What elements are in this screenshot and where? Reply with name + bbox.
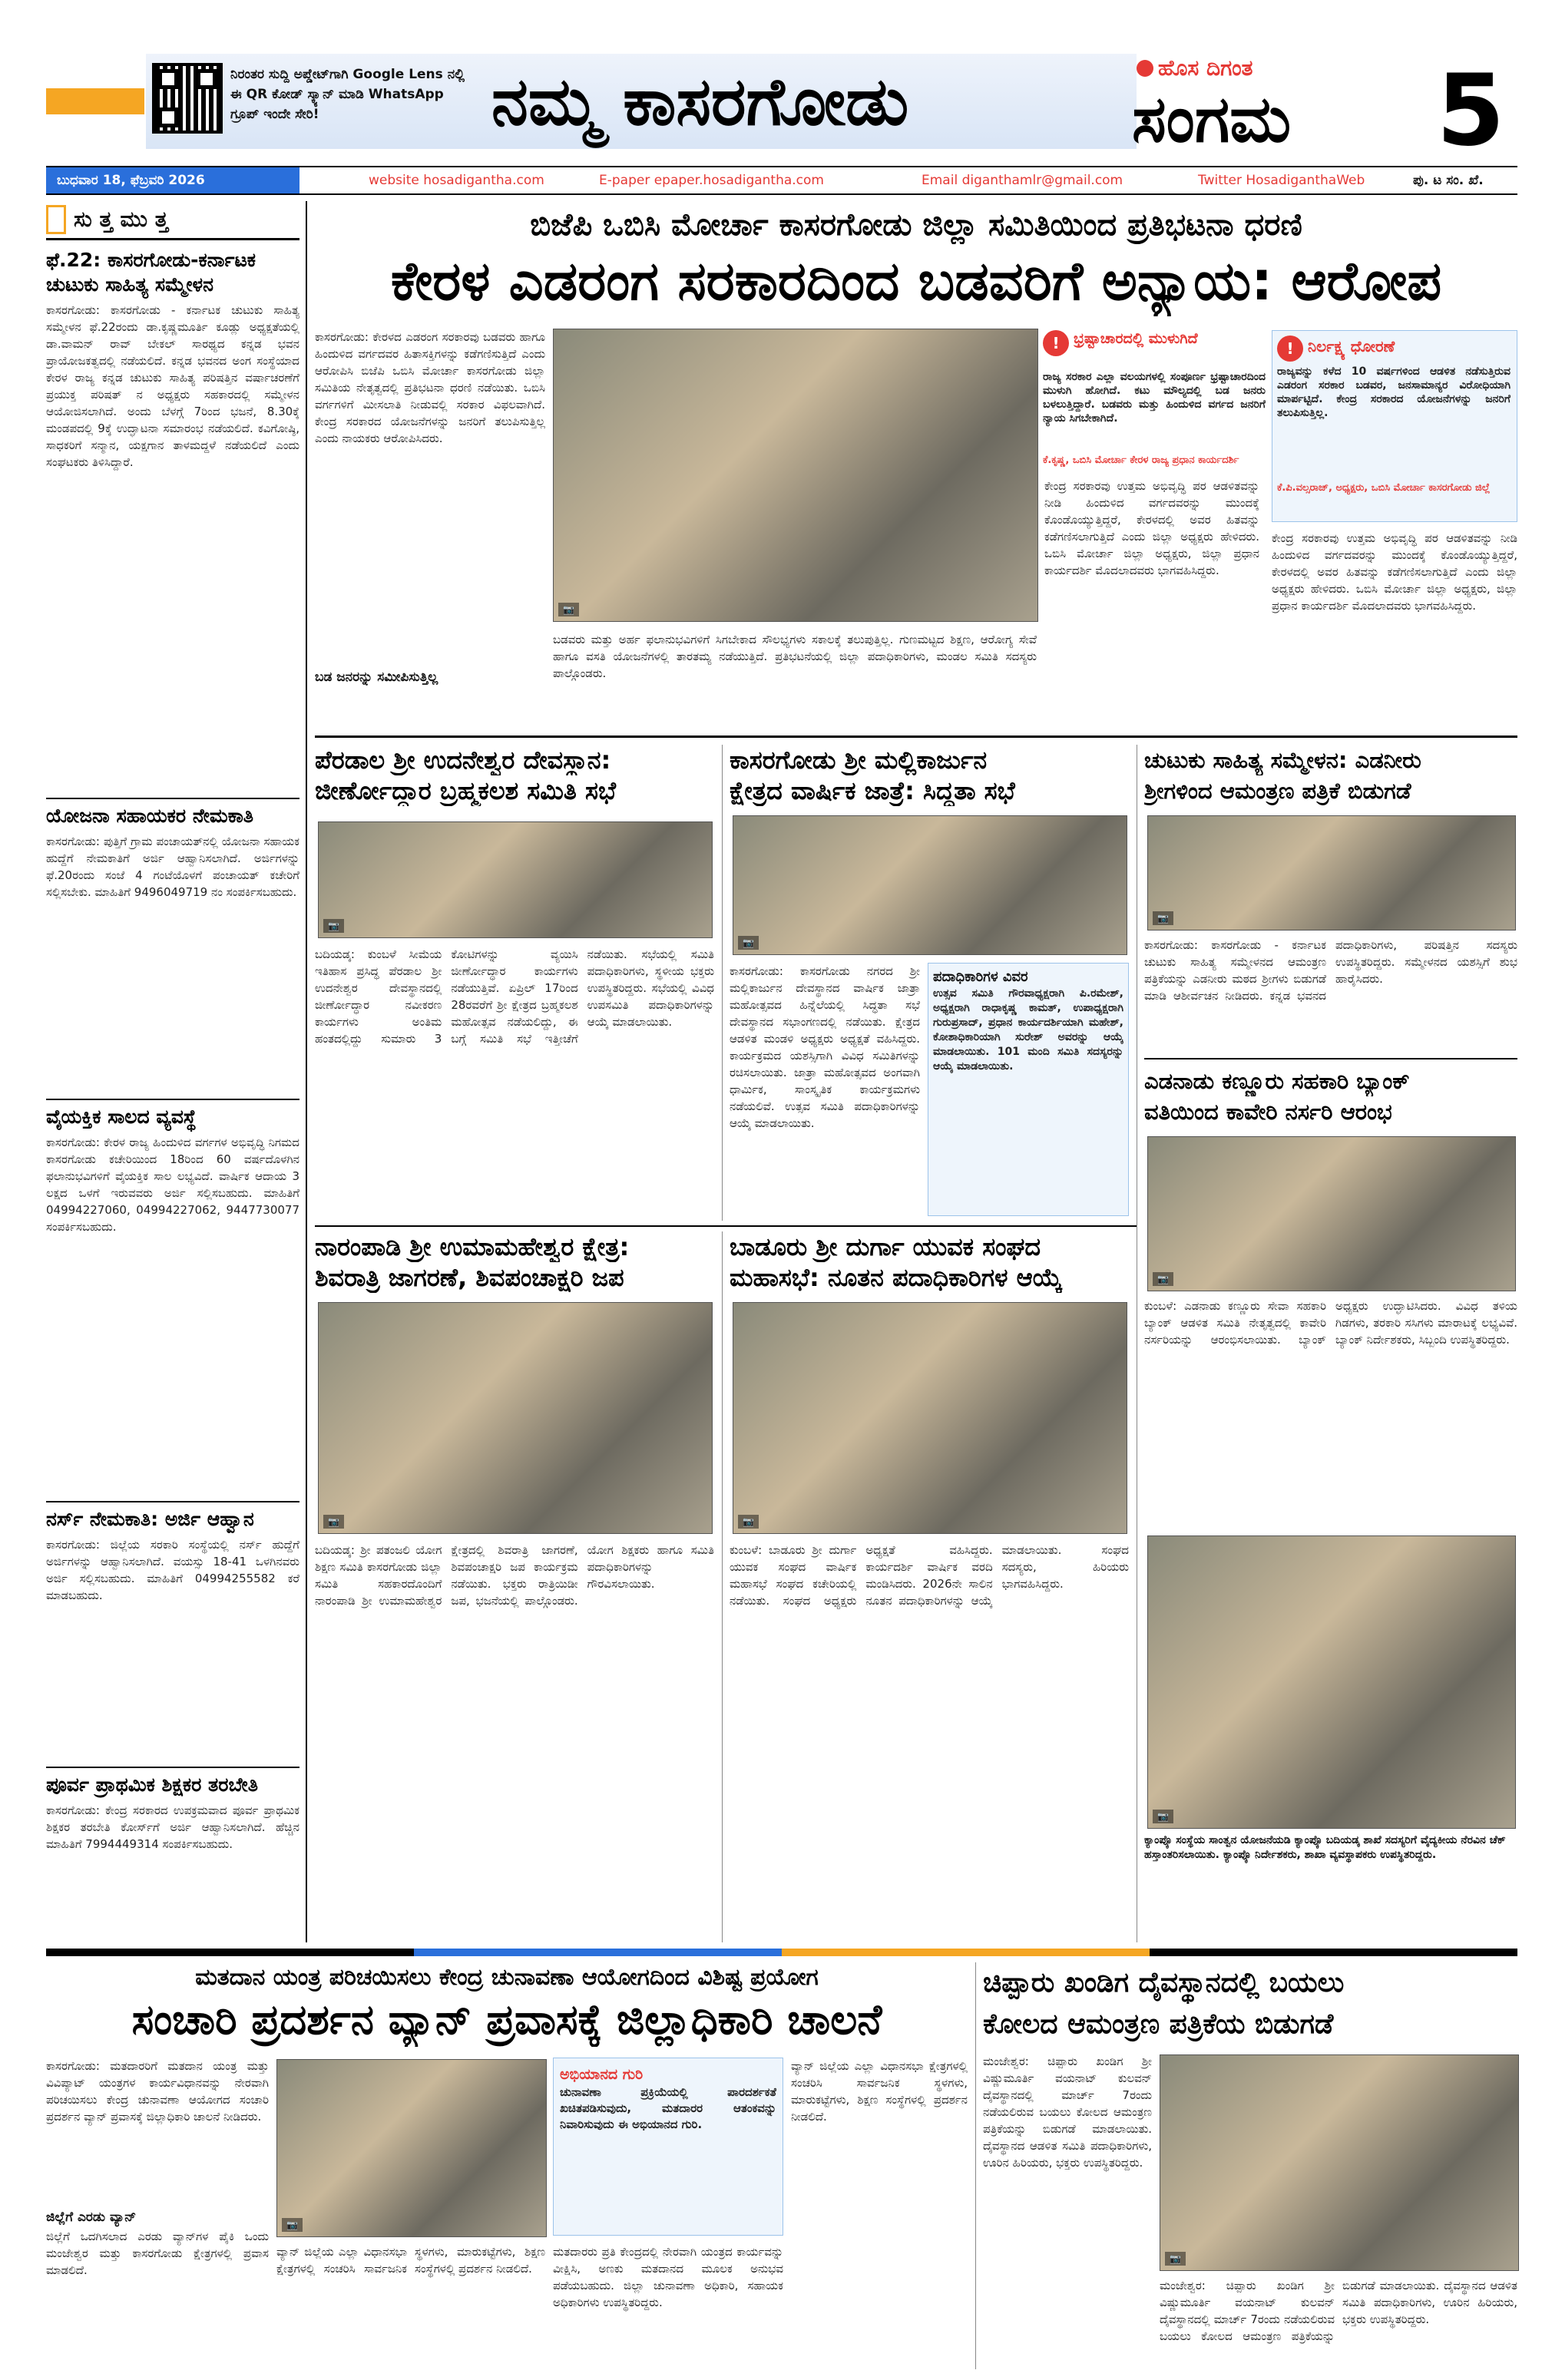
story-c-divider	[1144, 1058, 1517, 1059]
box-title: ನಿರ್ಲಕ್ಷ್ಯ ಧೋರಣೆ	[1308, 337, 1395, 355]
camera-icon: 📷	[558, 603, 579, 616]
box-title: ಭ್ರಷ್ಟಾಚಾರದಲ್ಲಿ ಮುಳುಗಿದೆ	[1074, 330, 1198, 347]
bottom-divider	[975, 1962, 976, 2369]
story-chutuku	[1144, 745, 1517, 1052]
camera-icon: 📷	[1165, 2252, 1186, 2266]
box-text: ಚುನಾವಣಾ ಪ್ರಕ್ರಿಯೆಯಲ್ಲಿ ಪಾರದರ್ಶಕತೆ ಖಚಿತಪಡಿಸುವುದು, ಮತದಾರರ ಆತಂಕವನ್ನು ನಿವಾರಿಸುವುದು ಈ ಅಭಿಯಾನದ ಗುರಿ.	[560, 2085, 776, 2131]
masthead-title: ನಮ್ಮ ಕಾಸರಗೋಡು	[491, 64, 909, 140]
lead-divider	[315, 735, 1517, 738]
story-body: ಕಾಸರಗೋಡು: ಕಾಸರಗೋಡು - ಕರ್ನಾಟಕ ಚುಟುಕು ಸಾಹಿತ್ಯ ಸಮ್ಮೇಳನದ ಆಮಂತ್ರಣ ಪತ್ರಿಕೆಯನ್ನು ಎಡನೀರು ಮಠದ ಶ್ರೀಗಳು ಬಿಡುಗಡೆ ಮಾಡಿ ಆಶೀರ್ವಚನ ನೀಡಿದರು. ಕನ್ನಡ ಭವನದ ಪದಾಧಿಕಾರಿಗಳು, ಪರಿಷತ್ತಿನ ಸದಸ್ಯರು ಉಪಸ್ಥಿತರಿದ್ದರು. ಸಮ್ಮೇಳನದ ಯಶಸ್ಸಿಗೆ ಶುಭ ಹಾರೈಸಿದರು.	[1144, 938, 1517, 1003]
alert-icon: !	[1277, 336, 1303, 362]
story-headline: ಶಿವರಾತ್ರಿ ಜಾಗರಣೆ, ಶಿವಪಂಚಾಕ್ಷರಿ ಜಪ	[315, 1263, 624, 1292]
lead-kicker: ಬಿಜೆಪಿ ಒಬಿಸಿ ಮೋರ್ಚಾ ಕಾಸರಗೋಡು ಜಿಲ್ಲಾ ಸಮಿತಿಯಿಂದ ಪ್ರತಿಭಟನಾ ಧರಣಿ	[530, 207, 1302, 243]
story-headline: ಕ್ಷೇತ್ರದ ವಾರ್ಷಿಕ ಜಾತ್ರೆ: ಸಿದ್ಧತಾ ಸಭೆ	[730, 776, 1015, 805]
officials-box	[928, 963, 1129, 1216]
story-photo	[733, 815, 1127, 955]
story-perdala	[315, 745, 714, 1221]
story-baduru	[730, 1231, 1129, 1942]
row3-divider	[315, 1225, 1137, 1227]
story-mallikarjuna	[730, 745, 1129, 1221]
story-headline: ಜೀರ್ಣೋದ್ಧಾರ ಬ್ರಹ್ಮಕಲಶ ಸಮಿತಿ ಸಭೆ	[315, 776, 617, 805]
sidebar-item	[46, 248, 299, 790]
qr-instructions: ನಿರಂತರ ಸುದ್ದಿ ಅಪ್ಡೇಟ್‌ಗಾಗಿ Google Lens ನಲ್ಲಿ ಈ QR ಕೋಡ್ ಸ್ಕ್ಯಾನ್ ಮಾಡಿ WhatsApp ಗ್ರೂಪ್ ಇಂದೇ ಸೇರಿ!	[230, 67, 465, 122]
sidebar-item-title: ನರ್ಸ್ ನೇಮಕಾತಿ: ಅರ್ಜಿ ಆಹ್ವಾನ	[46, 1508, 254, 1530]
story-subhead: ಜಿಲ್ಲೆಗೆ ಎರಡು ವ್ಯಾನ್	[46, 2210, 137, 2225]
story-body: ಕಾಸರಗೋಡು: ಕಾಸರಗೋಡು ನಗರದ ಶ್ರೀ ಮಲ್ಲಿಕಾರ್ಜುನ ದೇವಸ್ಥಾನದ ವಾರ್ಷಿಕ ಜಾತ್ರಾ ಮಹೋತ್ಸವದ ಹಿನ್ನೆಲೆಯಲ್ಲಿ ಸಿದ್ಧತಾ ಸಭೆ ದೇವಸ್ಥಾನದ ಸಭಾಂಗಣದಲ್ಲಿ ನಡೆಯಿತು. ಕ್ಷೇತ್ರದ ಆಡಳಿತ ಮಂಡಳಿ ಅಧ್ಯಕ್ಷರು ಅಧ್ಯಕ್ಷತೆ ವಹಿಸಿದ್ದರು. ಕಾರ್ಯಕ್ರಮದ ಯಶಸ್ಸಿಗಾಗಿ ವಿವಿಧ ಸಮಿತಿಗಳನ್ನು ರಚಿಸಲಾಯಿತು. ಜಾತ್ರಾ ಮಹೋತ್ಸವದ ಅಂಗವಾಗಿ ಧಾರ್ಮಿಕ, ಸಾಂಸ್ಕೃತಿಕ ಕಾರ್ಯಕ್ರಮಗಳು ನಡೆಯಲಿವೆ. ಉತ್ಸವ ಸಮಿತಿ ಪದಾಧಿಕಾರಿಗಳನ್ನು ಆಯ್ಕೆ ಮಾಡಲಾಯಿತು.	[730, 964, 920, 1130]
section-color-bar	[46, 1949, 1517, 1956]
camera-icon: 📷	[1153, 1810, 1173, 1823]
camera-icon: 📷	[323, 1515, 344, 1529]
box-text: ರಾಜ್ಯ ಸರಕಾರ ಎಲ್ಲಾ ವಲಯಗಳಲ್ಲಿ ಸಂಪೂರ್ಣ ಭ್ರಷ್ಟಾಚಾರದಿಂದ ಮುಳುಗಿ ಹೋಗಿದೆ. ಕಟು ಮೌಲ್ಯದಲ್ಲಿ ಬಡ ಜನರು ಬಳಲುತ್ತಿದ್ದಾರೆ. ಬಡವರು ಮತ್ತು ಹಿಂದುಳಿದ ವರ್ಗದ ಜನರಿಗೆ ನ್ಯಾಯ ಸಿಗಬೇಕಾಗಿದೆ.	[1043, 371, 1266, 425]
story-body: ವ್ಯಾನ್ ಜಿಲ್ಲೆಯ ಎಲ್ಲಾ ವಿಧಾನಸಭಾ ಕ್ಷೇತ್ರಗಳಲ್ಲಿ ಸಂಚರಿಸಿ ಸಾರ್ವಜನಿಕ ಸ್ಥಳಗಳು, ಮಾರುಕಟ್ಟೆಗಳು, ಶಿಕ್ಷಣ ಸಂಸ್ಥೆಗಳಲ್ಲಿ ಪ್ರದರ್ಶನ ನೀಡಲಿದೆ.	[791, 2059, 968, 2124]
story-evm-van	[46, 1962, 968, 2369]
lead-body-1: ಕಾಸರಗೋಡು: ಕೇರಳದ ಎಡರಂಗ ಸರಕಾರವು ಬಡವರು ಹಾಗೂ ಹಿಂದುಳಿದ ವರ್ಗದವರ ಹಿತಾಸಕ್ತಿಗಳನ್ನು ಕಡೆಗಣಿಸುತ್ತಿದೆ ಎಂದು ಆರೋಪಿಸಿ ಬಿಜೆಪಿ ಒಬಿಸಿ ಮೋರ್ಚಾ ಕಾಸರಗೋಡು ಜಿಲ್ಲಾ ಸಮಿತಿಯ ನೇತೃತ್ವದಲ್ಲಿ ಪ್ರತಿಭಟನಾ ಧರಣಿ ನಡೆಯಿತು. ಒಬಿಸಿ ವರ್ಗಗಳಿಗೆ ಮೀಸಲಾತಿ ನೀಡುವಲ್ಲಿ ಸರಕಾರ ವಿಫಲವಾಗಿದೆ. ಕೇಂದ್ರ ಸರಕಾರದ ಯೋಜನೆಗಳನ್ನು ಜನರಿಗೆ ತಲುಪಿಸುತ್ತಿಲ್ಲ ಎಂದು ನಾಯಕರು ಆರೋಪಿಸಿದರು.	[315, 330, 545, 445]
story-headline: ಪೆರಡಾಲ ಶ್ರೀ ಉದನೇಶ್ವರ ದೇವಸ್ಥಾನ:	[315, 745, 611, 775]
qr-code[interactable]	[152, 63, 223, 134]
brand-icon	[1137, 60, 1153, 77]
lead-body-4: ಕೇಂದ್ರ ಸರಕಾರವು ಉತ್ತಮ ಅಭಿವೃದ್ಧಿ ಪರ ಆಡಳಿತವನ್ನು ನೀಡಿ ಹಿಂದುಳಿದ ವರ್ಗದವರನ್ನು ಮುಂದಕ್ಕೆ ಕೊಂಡೊಯ್ಯುತ್ತಿದ್ದರೆ, ಕೇರಳದಲ್ಲಿ ಅವರ ಹಿತವನ್ನು ಕಡೆಗಣಿಸಲಾಗುತ್ತಿದೆ ಎಂದು ಜಿಲ್ಲಾ ಅಧ್ಯಕ್ಷರು ಹೇಳಿದರು. ಒಬಿಸಿ ಮೋರ್ಚಾ ಜಿಲ್ಲಾ ಅಧ್ಯಕ್ಷರು, ಜಿಲ್ಲಾ ಪ್ರಧಾನ ಕಾರ್ಯದರ್ಶಿ ಮೊದಲಾದವರು ಭಾಗವಹಿಸಿದ್ದರು.	[1272, 531, 1517, 613]
door-icon	[46, 205, 66, 234]
story-photo	[1147, 815, 1516, 931]
story-headline: ವತಿಯಿಂದ ಕಾವೇರಿ ನರ್ಸರಿ ಆರಂಭ	[1144, 1099, 1392, 1125]
sidebar-item-title: ಯೋಜನಾ ಸಹಾಯಕರ ನೇಮಕಾತಿ	[46, 805, 254, 827]
story-headline: ಎಡನಾಡು ಕಣ್ಣೂರು ಸಹಕಾರಿ ಬ್ಯಾಂಕ್	[1144, 1068, 1410, 1094]
sidebar-item-body: ಕಾಸರಗೋಡು: ಜಿಲ್ಲೆಯ ಸರಕಾರಿ ಸಂಸ್ಥೆಯಲ್ಲಿ ನರ್ಸ್ ಹುದ್ದೆಗೆ ಅರ್ಜಿಗಳನ್ನು ಆಹ್ವಾನಿಸಲಾಗಿದೆ. ವಯಸ್ಸು 18-41 ಒಳಗಿನವರು ಅರ್ಜಿ ಸಲ್ಲಿಸಬಹುದು. ಮಾಹಿತಿಗೆ 04994255582 ಕರೆ ಮಾಡಬಹುದು.	[46, 1538, 299, 1602]
story-body: ಕುಂಬಳೆ: ಬಾಡೂರು ಶ್ರೀ ದುರ್ಗಾ ಯುವಕ ಸಂಘದ ವಾರ್ಷಿಕ ಮಹಾಸಭೆ ಸಂಘದ ಕಚೇರಿಯಲ್ಲಿ ನಡೆಯಿತು. ಸಂಘದ ಅಧ್ಯಕ್ಷರು ಅಧ್ಯಕ್ಷತೆ ವಹಿಸಿದ್ದರು. ಕಾರ್ಯದರ್ಶಿ ವಾರ್ಷಿಕ ವರದಿ ಮಂಡಿಸಿದರು. 2026ನೇ ಸಾಲಿನ ನೂತನ ಪದಾಧಿಕಾರಿಗಳನ್ನು ಆಯ್ಕೆ ಮಾಡಲಾಯಿತು. ಸಂಘದ ಸದಸ್ಯರು, ಹಿರಿಯರು ಭಾಗವಹಿಸಿದ್ದರು.	[730, 1543, 1129, 1608]
box-signature: ಕೆ.ಕೃಷ್ಣ, ಒಬಿಸಿ ಮೋರ್ಚಾ ಕೇರಳ ರಾಜ್ಯ ಪ್ರಧಾನ ಕಾರ್ಯದರ್ಶಿ	[1043, 455, 1239, 466]
story-body: ಕುಂಬಳೆ: ಎಡನಾಡು ಕಣ್ಣೂರು ಸೇವಾ ಸಹಕಾರಿ ಬ್ಯಾಂಕ್ ಆಡಳಿತ ಸಮಿತಿ ನೇತೃತ್ವದಲ್ಲಿ ಕಾವೇರಿ ನರ್ಸರಿಯನ್ನು ಆರಂಭಿಸಲಾಯಿತು. ಬ್ಯಾಂಕ್ ಅಧ್ಯಕ್ಷರು ಉದ್ಘಾಟಿಸಿದರು. ವಿವಿಧ ತಳಿಯ ಗಿಡಗಳು, ತರಕಾರಿ ಸಸಿಗಳು ಮಾರಾಟಕ್ಕೆ ಲಭ್ಯವಿವೆ. ಬ್ಯಾಂಕ್ ನಿರ್ದೇಶಕರು, ಸಿಬ್ಬಂದಿ ಉಪಸ್ಥಿತರಿದ್ದರು.	[1144, 1299, 1517, 1347]
story-headline: ಶ್ರೀಗಳಿಂದ ಆಮಂತ್ರಣ ಪತ್ರಿಕೆ ಬಿಡುಗಡೆ	[1144, 778, 1411, 804]
page-number: 5	[1436, 54, 1505, 168]
brand-name: ಹೊಸ ದಿಗಂತ	[1158, 55, 1253, 81]
story-photo	[318, 1302, 713, 1534]
epaper-link[interactable]: E-paper epaper.hosadigantha.com	[599, 173, 824, 188]
box-title: ಪದಾಧಿಕಾರಿಗಳ ವಿವರ	[933, 969, 1028, 985]
story-narampady	[315, 1231, 714, 1942]
campaign-box	[553, 2058, 783, 2236]
edition-label: ಪು. ಟ ಸಂ. ಖೆ.	[1413, 173, 1484, 188]
story-body: ಮತದಾರರು ಪ್ರತಿ ಕೇಂದ್ರದಲ್ಲಿ ನೇರವಾಗಿ ಯಂತ್ರದ ಕಾರ್ಯವನ್ನು ವೀಕ್ಷಿಸಿ, ಅಣಕು ಮತದಾನದ ಮೂಲಕ ಅನುಭವ ಪಡೆಯಬಹುದು. ಜಿಲ್ಲಾ ಚುನಾವಣಾ ಅಧಿಕಾರಿ, ಸಹಾಯಕ ಅಧಿಕಾರಿಗಳು ಉಪಸ್ಥಿತರಿದ್ದರು.	[553, 2245, 783, 2309]
sidebar-item-body: ಕಾಸರಗೋಡು: ಪುತ್ತಿಗೆ ಗ್ರಾಮ ಪಂಚಾಯತ್‌ನಲ್ಲಿ ಯೋಜನಾ ಸಹಾಯಕ ಹುದ್ದೆಗೆ ನೇಮಕಾತಿಗೆ ಅರ್ಜಿ ಆಹ್ವಾನಿಸಲಾಗಿದೆ. ಅರ್ಜಿಗಳನ್ನು ಫೆ.20ರಂದು ಸಂಜೆ 4 ಗಂಟೆಯೊಳಗೆ ಪಂಚಾಯತ್ ಕಚೇರಿಗೆ ಸಲ್ಲಿಸಬೇಕು. ಮಾಹಿತಿಗೆ 9496049719 ನಂ ಸಂಪರ್ಕಿಸಬಹುದು.	[46, 835, 299, 899]
sidebar-item	[46, 1501, 299, 1759]
sidebar-item-title: ಫೆ.22: ಕಾಸರಗೋಡು-ಕರ್ನಾಟಕ ಚುಟುಕು ಸಾಹಿತ್ಯ ಸಮ್ಮೇಳನ	[46, 249, 256, 296]
sidebar-item-body: ಕಾಸರಗೋಡು: ಕೇಂದ್ರ ಸರಕಾರದ ಉಪಕ್ರಮವಾದ ಪೂರ್ವ ಪ್ರಾಥಮಿಕ ಶಿಕ್ಷಕರ ತರಬೇತಿ ಕೋರ್ಸ್‌ಗೆ ಅರ್ಜಿ ಆಹ್ವಾನಿಸಲಾಗಿದೆ. ಹೆಚ್ಚಿನ ಮಾಹಿತಿಗೆ 7994449314 ಸಂಪರ್ಕಿಸಬಹುದು.	[46, 1803, 299, 1851]
box-title: ಅಭಿಯಾನದ ಗುರಿ	[560, 2066, 644, 2083]
story-headline: ಮಹಾಸಭೆ: ನೂತನ ಪದಾಧಿಕಾರಿಗಳ ಆಯ್ಕೆ	[730, 1263, 1063, 1292]
issue-date: ಬುಧವಾರ 18, ಫೆಬ್ರವರಿ 2026	[46, 167, 299, 193]
sidebar-label	[46, 201, 299, 240]
email-link[interactable]: Email diganthamlr@gmail.com	[922, 173, 1123, 188]
supplement-title: ಸಂಗಮ	[1132, 81, 1292, 157]
story-photo	[318, 821, 713, 938]
story-headline: ಚುಟುಕು ಸಾಹಿತ್ಯ ಸಮ್ಮೇಳನ: ಎಡನೀರು	[1144, 747, 1421, 773]
story-photo	[1147, 1136, 1516, 1291]
sidebar-divider	[306, 201, 307, 1942]
lead-body-2: ಬಡವರು ಮತ್ತು ಅರ್ಹ ಫಲಾನುಭವಿಗಳಿಗೆ ಸಿಗಬೇಕಾದ ಸೌಲಭ್ಯಗಳು ಸಕಾಲಕ್ಕೆ ತಲುಪುತ್ತಿಲ್ಲ. ಗುಣಮಟ್ಟದ ಶಿಕ್ಷಣ, ಆರೋಗ್ಯ ಸೇವೆ ಹಾಗೂ ವಸತಿ ಯೋಜನೆಗಳಲ್ಲಿ ತಾರತಮ್ಯ ನಡೆಯುತ್ತಿದೆ. ಪ್ರತಿಭಟನೆಯಲ್ಲಿ ಜಿಲ್ಲಾ ಪದಾಧಿಕಾರಿಗಳು, ಮಂಡಲ ಸಮಿತಿ ಸದಸ್ಯರು ಪಾಲ್ಗೊಂಡರು.	[553, 633, 1037, 680]
story-nursery	[1144, 1066, 1517, 1941]
lead-body-3: ಕೇಂದ್ರ ಸರಕಾರವು ಉತ್ತಮ ಅಭಿವೃದ್ಧಿ ಪರ ಆಡಳಿತವನ್ನು ನೀಡಿ ಹಿಂದುಳಿದ ವರ್ಗದವರನ್ನು ಮುಂದಕ್ಕೆ ಕೊಂಡೊಯ್ಯುತ್ತಿದ್ದರೆ, ಕೇರಳದಲ್ಲಿ ಅವರ ಹಿತವನ್ನು ಕಡೆಗಣಿಸಲಾಗುತ್ತಿದೆ ಎಂದು ಜಿಲ್ಲಾ ಅಧ್ಯಕ್ಷರು ಹೇಳಿದರು. ಒಬಿಸಿ ಮೋರ್ಚಾ ಜಿಲ್ಲಾ ಅಧ್ಯಕ್ಷರು, ಜಿಲ್ಲಾ ಪ್ರಧಾನ ಕಾರ್ಯದರ್ಶಿ ಮೊದಲಾದವರು ಭಾಗವಹಿಸಿದ್ದರು.	[1044, 479, 1259, 577]
story-headline: ಕಾಸರಗೋಡು ಶ್ರೀ ಮಲ್ಲಿಕಾರ್ಜುನ	[730, 745, 988, 775]
sidebar	[46, 201, 299, 1942]
lead-box-corruption	[1043, 330, 1266, 473]
camera-icon: 📷	[738, 1515, 759, 1529]
camera-icon: 📷	[323, 919, 344, 933]
box-signature: ಕೆ.ಪಿ.ವಲ್ಸರಾಜ್, ಅಧ್ಯಕ್ಷರು, ಒಬಿಸಿ ಮೋರ್ಚಾ ಕಾಸರಗೋಡು ಜಿಲ್ಲೆ	[1277, 482, 1491, 494]
sidebar-item-body: ಕಾಸರಗೋಡು: ಕೇರಳ ರಾಜ್ಯ ಹಿಂದುಳಿದ ವರ್ಗಗಳ ಅಭಿವೃದ್ಧಿ ನಿಗಮದ ಕಾಸರಗೋಡು ಕಚೇರಿಯಿಂದ 18ರಿಂದ 60 ವರ್ಷದೊಳಗಿನ ಫಲಾನುಭವಿಗಳಿಗೆ ವೈಯಕ್ತಿಕ ಸಾಲ ಲಭ್ಯವಿದೆ. ವಾರ್ಷಿಕ ಆದಾಯ 3 ಲಕ್ಷದ ಒಳಗೆ ಇರುವವರು ಅರ್ಜಿ ಸಲ್ಲಿಸಬಹುದು. ಮಾಹಿತಿಗೆ 04994227060, 04994227062, 9447730077 ಸಂಪರ್ಕಿಸಬಹುದು.	[46, 1135, 299, 1234]
sidebar-item-title: ವೈಯಕ್ತಿಕ ಸಾಲದ ವ್ಯವಸ್ಥೆ	[46, 1106, 197, 1128]
masthead	[0, 0, 1542, 168]
box-text: ರಾಜ್ಯವನ್ನು ಕಳೆದ 10 ವರ್ಷಗಳಿಂದ ಆಡಳಿತ ನಡೆಸುತ್ತಿರುವ ಎಡರಂಗ ಸರಕಾರ ಬಡವರ, ಜನಸಾಮಾನ್ಯರ ವಿರೋಧಿಯಾಗಿ ಮಾರ್ಪಟ್ಟಿದೆ. ಕೇಂದ್ರ ಸರಕಾರದ ಯೋಜನೆಗಳನ್ನು ಜನರಿಗೆ ತಲುಪಿಸುತ್ತಿಲ್ಲ.	[1277, 365, 1511, 419]
story-body: ಕಾಸರಗೋಡು: ಮತದಾರರಿಗೆ ಮತದಾನ ಯಂತ್ರ ಮತ್ತು ವಿವಿಪ್ಯಾಟ್ ಯಂತ್ರಗಳ ಕಾರ್ಯವಿಧಾನವನ್ನು ನೇರವಾಗಿ ಪರಿಚಯಿಸಲು ಕೇಂದ್ರ ಚುನಾವಣಾ ಆಯೋಗದ ಸಂಚಾರಿ ಪ್ರದರ್ಶನ ವ್ಯಾನ್ ಪ್ರವಾಸಕ್ಕೆ ಜಿಲ್ಲಾಧಿಕಾರಿ ಚಾಲನೆ ನೀಡಿದರು.	[46, 2059, 269, 2124]
camera-icon: 📷	[738, 936, 759, 950]
photo-caption: ಕ್ಯಾಂಪ್ಕೊ ಸಂಸ್ಥೆಯ ಸಾಂತ್ವನ ಯೋಜನೆಯಡಿ ಕ್ಯಾಂಪ್ಕೊ ಬದಿಯಡ್ಕ ಶಾಖೆ ಸದಸ್ಯರಿಗೆ ವೈದ್ಯಕೀಯ ನೆರವಿನ ಚೆಕ್ ಹಸ್ತಾಂತರಿಸಲಾಯಿತು. ಕ್ಯಾಂಪ್ಕೊ ನಿರ್ದೇಶಕರು, ಶಾಖಾ ವ್ಯವಸ್ಥಾಪಕರು ಉಪಸ್ಥಿತರಿದ್ದರು.	[1144, 1834, 1506, 1861]
camera-icon: 📷	[1153, 1272, 1173, 1286]
camera-icon: 📷	[282, 2218, 303, 2232]
story-body: ಬದಿಯಡ್ಕ: ಕುಂಬಳೆ ಸೀಮೆಯ ಇತಿಹಾಸ ಪ್ರಸಿದ್ಧ ಪೆರಡಾಲ ಶ್ರೀ ಉದನೇಶ್ವರ ದೇವಸ್ಥಾನದಲ್ಲಿ ಜೀರ್ಣೋದ್ಧಾರ ನವೀಕರಣ ಕಾರ್ಯಗಳು ಅಂತಿಮ ಹಂತದಲ್ಲಿದ್ದು ಸುಮಾರು 3 ಕೋಟಿಗಳನ್ನು ವ್ಯಯಿಸಿ ಜೀರ್ಣೋದ್ಧಾರ ಕಾರ್ಯಗಳು ನಡೆಯುತ್ತಿವೆ. ಏಪ್ರಿಲ್ 17ರಿಂದ 28ರವರೆಗೆ ಶ್ರೀ ಕ್ಷೇತ್ರದ ಬ್ರಹ್ಮಕಲಶ ಮಹೋತ್ಸವ ನಡೆಯಲಿದ್ದು, ಈ ಬಗ್ಗೆ ಸಮಿತಿ ಸಭೆ ಇತ್ತೀಚೆಗೆ ನಡೆಯಿತು. ಸಭೆಯಲ್ಲಿ ಸಮಿತಿ ಪದಾಧಿಕಾರಿಗಳು, ಸ್ಥಳೀಯ ಭಕ್ತರು ಉಪಸ್ಥಿತರಿದ್ದರು. ಸಭೆಯಲ್ಲಿ ವಿವಿಧ ಉಪಸಮಿತಿ ಪದಾಧಿಕಾರಿಗಳನ್ನು ಆಯ್ಕೆ ಮಾಡಲಾಯಿತು.	[315, 947, 714, 1046]
twitter-link[interactable]: Twitter HosadiganthaWeb	[1198, 173, 1365, 188]
sidebar-label-text: ಸು ತ್ತ ಮು ತ್ತ	[74, 207, 168, 232]
story-headline: ಕೋಲದ ಆಮಂತ್ರಣ ಪತ್ರಿಕೆಯ ಬಿಡುಗಡೆ	[983, 2008, 1334, 2040]
cheque-photo	[1147, 1535, 1516, 1829]
story-body: ಮಂಜೇಶ್ವರ: ಚಿಪ್ಪಾರು ಖಂಡಿಗ ಶ್ರೀ ವಿಷ್ಣುಮೂರ್ತಿ ವಯನಾಟ್ ಕುಲವನ್ ದೈವಸ್ಥಾನದಲ್ಲಿ ಮಾರ್ಚ್ 7ರಂದು ನಡೆಯಲಿರುವ ಬಯಲು ಕೋಲದ ಆಮಂತ್ರಣ ಪತ್ರಿಕೆಯನ್ನು ಬಿಡುಗಡೆ ಮಾಡಲಾಯಿತು. ದೈವಸ್ಥಾನದ ಆಡಳಿತ ಸಮಿತಿ ಪದಾಧಿಕಾರಿಗಳು, ಊರಿನ ಹಿರಿಯರು, ಭಕ್ತರು ಉಪಸ್ಥಿತರಿದ್ದರು.	[1160, 2279, 1517, 2343]
story-chippar	[983, 1962, 1517, 2369]
story-kicker: ಮತದಾನ ಯಂತ್ರ ಪರಿಚಯಿಸಲು ಕೇಂದ್ರ ಚುನಾವಣಾ ಆಯೋಗದಿಂದ ವಿಶಿಷ್ಟ ಪ್ರಯೋಗ	[195, 1964, 819, 1991]
alert-icon: !	[1043, 330, 1069, 356]
info-bar	[46, 166, 1517, 195]
box-text: ಉತ್ಸವ ಸಮಿತಿ ಗೌರವಾಧ್ಯಕ್ಷರಾಗಿ ಪಿ.ರಮೇಶ್, ಅಧ್ಯಕ್ಷರಾಗಿ ರಾಧಾಕೃಷ್ಣ ಕಾಮತ್, ಉಪಾಧ್ಯಕ್ಷರಾಗಿ ಗುರುಪ್ರಸಾದ್, ಪ್ರಧಾನ ಕಾರ್ಯದರ್ಶಿಯಾಗಿ ಮಹೇಶ್, ಕೋಶಾಧಿಕಾರಿಯಾಗಿ ಸುರೇಶ್ ಅವರನ್ನು ಆಯ್ಕೆ ಮಾಡಲಾಯಿತು. 101 ಮಂದಿ ಸಮಿತಿ ಸದಸ್ಯರನ್ನು ಆಯ್ಕೆ ಮಾಡಲಾಯಿತು.	[933, 987, 1123, 1073]
sidebar-item	[46, 1099, 299, 1493]
lead-box-neglect	[1272, 330, 1517, 522]
lead-subhead: ಬಡ ಜನರನ್ನು ಸಮೀಪಿಸುತ್ತಿಲ್ಲ	[315, 669, 438, 685]
story-headline: ಚಿಪ್ಪಾರು ಖಂಡಿಗ ದೈವಸ್ಥಾನದಲ್ಲಿ ಬಯಲು	[983, 1967, 1345, 1998]
story-body: ವ್ಯಾನ್ ಜಿಲ್ಲೆಯ ಎಲ್ಲಾ ವಿಧಾನಸಭಾ ಕ್ಷೇತ್ರಗಳಲ್ಲಿ ಸಂಚರಿಸಿ ಸಾರ್ವಜನಿಕ ಸ್ಥಳಗಳು, ಮಾರುಕಟ್ಟೆಗಳು, ಶಿಕ್ಷಣ ಸಂಸ್ಥೆಗಳಲ್ಲಿ ಪ್ರದರ್ಶನ ನೀಡಲಿದೆ.	[276, 2245, 545, 2276]
row2-divider	[722, 745, 723, 1221]
website-link[interactable]: website hosadigantha.com	[369, 173, 544, 188]
lead-headline: ಕೇರಳ ಎಡರಂಗ ಸರಕಾರದಿಂದ ಬಡವರಿಗೆ ಅನ್ಯಾಯ: ಆರೋಪ	[390, 250, 1442, 312]
story-headline: ಬಾಡೂರು ಶ್ರೀ ದುರ್ಗಾ ಯುವಕ ಸಂಘದ	[730, 1232, 1041, 1261]
story-body: ಜಿಲ್ಲೆಗೆ ಒದಗಿಸಲಾದ ಎರಡು ವ್ಯಾನ್‌ಗಳ ಪೈಕಿ ಒಂದು ಮಂಜೇಶ್ವರ ಮತ್ತು ಕಾಸರಗೋಡು ಕ್ಷೇತ್ರಗಳಲ್ಲಿ ಪ್ರವಾಸ ಮಾಡಲಿದೆ.	[46, 2230, 269, 2277]
lead-photo	[553, 329, 1038, 622]
sidebar-item-body: ಕಾಸರಗೋಡು: ಕಾಸರಗೋಡು - ಕರ್ನಾಟಕ ಚುಟುಕು ಸಾಹಿತ್ಯ ಸಮ್ಮೇಳನ ಫೆ.22ರಂದು ಡಾ.ಕೃಷ್ಣಮೂರ್ತಿ ಕೂಡ್ಲು ಅಧ್ಯಕ್ಷತೆಯಲ್ಲಿ ಡಾ.ವಾಮನ್ ರಾವ್ ಬೇಕಲ್ ಸಾರಥ್ಯದ ಕನ್ನಡ ಭವನ ಪ್ರಾಯೋಜಕತ್ವದಲ್ಲಿ ನಡೆಯಲಿದೆ. ಕನ್ನಡ ಭವನದ ಅಂಗ ಸಂಸ್ಥೆಯಾದ ಕೇರಳ ರಾಜ್ಯ ಕನ್ನಡ ಚುಟುಕು ಸಾಹಿತ್ಯ ಪರಿಷತ್ತಿನ ವರ್ಷಾಚರಣೆಗೆ ಪ್ರಯುಕ್ತ ಪರಿಷತ್ ನ ಅಧ್ಯಕ್ಷರು ಸಹಕಾರದಲ್ಲಿ ಸಮ್ಮೇಳನ ಆಯೋಜಿಸಲಾಗಿದೆ. ಅಂದು ಬೆಳಗ್ಗೆ 7ರಿಂದ ಭಜನೆ, 8.30ಕ್ಕೆ ಮಂಡಪದಲ್ಲಿ 9ಕ್ಕೆ ಉದ್ಘಾಟನಾ ಸಮಾರಂಭ ನಡೆಯಲಿದೆ. ಕವಿಗೋಷ್ಠಿ, ಸಾಧಕರಿಗೆ ಸನ್ಮಾನ, ಯಕ್ಷಗಾನ ತಾಳಮದ್ದಳೆ ನಡೆಯಲಿದೆ ಎಂದು ಸಂಘಟಕರು ತಿಳಿಸಿದ್ದಾರೆ.	[46, 303, 299, 469]
camera-icon: 📷	[1153, 911, 1173, 925]
accent-bar	[46, 88, 144, 114]
story-photo	[276, 2059, 547, 2237]
story-body: ಮಂಜೇಶ್ವರ: ಚಿಪ್ಪಾರು ಖಂಡಿಗ ಶ್ರೀ ವಿಷ್ಣುಮೂರ್ತಿ ವಯನಾಟ್ ಕುಲವನ್ ದೈವಸ್ಥಾನದಲ್ಲಿ ಮಾರ್ಚ್ 7ರಂದು ನಡೆಯಲಿರುವ ಬಯಲು ಕೋಲದ ಆಮಂತ್ರಣ ಪತ್ರಿಕೆಯನ್ನು ಬಿಡುಗಡೆ ಮಾಡಲಾಯಿತು. ದೈವಸ್ಥಾನದ ಆಡಳಿತ ಸಮಿತಿ ಪದಾಧಿಕಾರಿಗಳು, ಊರಿನ ಹಿರಿಯರು, ಭಕ್ತರು ಉಪಸ್ಥಿತರಿದ್ದರು.	[983, 2054, 1152, 2170]
story-headline: ನಾರಂಪಾಡಿ ಶ್ರೀ ಉಮಾಮಹೇಶ್ವರ ಕ್ಷೇತ್ರ:	[315, 1232, 630, 1261]
story-headline: ಸಂಚಾರಿ ಪ್ರದರ್ಶನ ವ್ಯಾನ್ ಪ್ರವಾಸಕ್ಕೆ ಜಿಲ್ಲಾಧಿಕಾರಿ ಚಾಲನೆ	[131, 1995, 882, 2044]
story-body: ಬದಿಯಡ್ಕ: ಶ್ರೀ ಪತಂಜಲಿ ಯೋಗ ಶಿಕ್ಷಣ ಸಮಿತಿ ಕಾಸರಗೋಡು ಜಿಲ್ಲಾ ಸಮಿತಿ ಸಹಕಾರದೊಂದಿಗೆ ನಾರಂಪಾಡಿ ಶ್ರೀ ಉಮಾಮಹೇಶ್ವರ ಕ್ಷೇತ್ರದಲ್ಲಿ ಶಿವರಾತ್ರಿ ಜಾಗರಣೆ, ಶಿವಪಂಚಾಕ್ಷರಿ ಜಪ ಕಾರ್ಯಕ್ರಮ ನಡೆಯಿತು. ಭಕ್ತರು ರಾತ್ರಿಯಿಡೀ ಜಪ, ಭಜನೆಯಲ್ಲಿ ಪಾಲ್ಗೊಂಡರು. ಯೋಗ ಶಿಕ್ಷಕರು ಹಾಗೂ ಸಮಿತಿ ಪದಾಧಿಕಾರಿಗಳನ್ನು ಗೌರವಿಸಲಾಯಿತು.	[315, 1543, 714, 1608]
sidebar-item	[46, 1767, 299, 1942]
sidebar-item-title: ಪೂರ್ವ ಪ್ರಾಥಮಿಕ ಶಿಕ್ಷಕರ ತರಬೇತಿ	[46, 1773, 259, 1796]
story-photo	[1160, 2054, 1519, 2271]
story-photo	[733, 1302, 1127, 1534]
sidebar-item	[46, 798, 299, 1091]
row3-col-divider	[722, 1231, 723, 1942]
